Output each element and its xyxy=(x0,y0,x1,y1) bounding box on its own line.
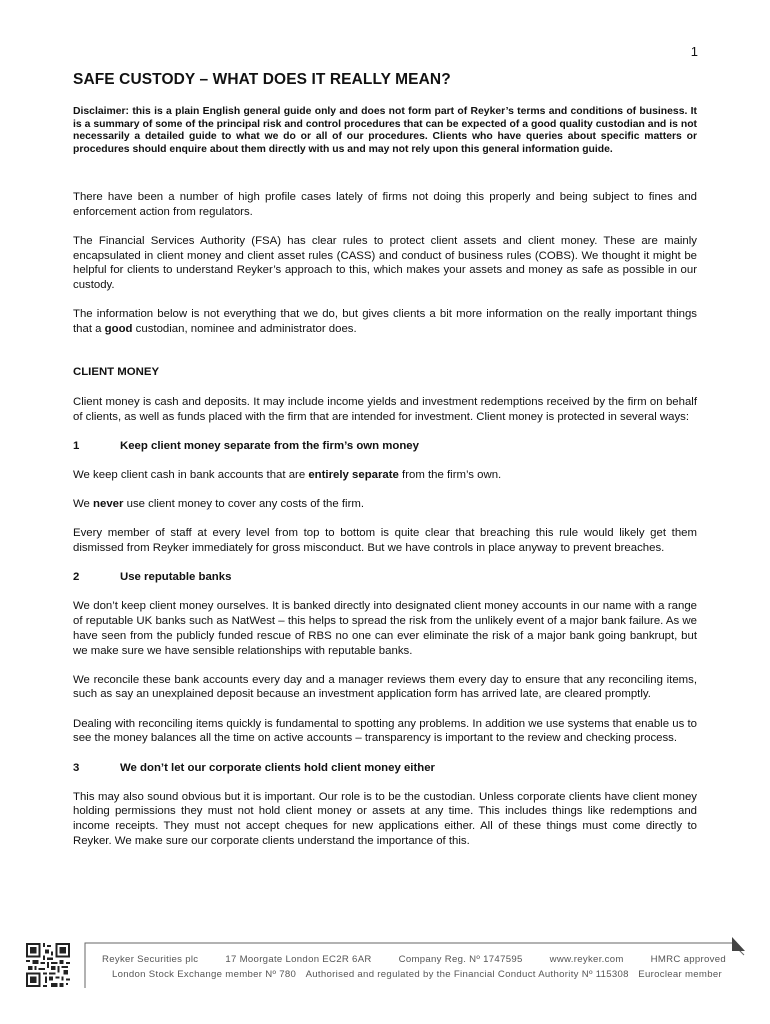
item-2-paragraph-1: We don’t keep client money ourselves. It is banked directly into designated client money accounts in our name with a range of reputable UK banks such as NatWest – this helps to spread the risk from the unlikely event of a major bank failure. As we have seen from the publicly funded rescue of RBS no one can ever eliminate the risk of a major bank going bankrupt, but we make sure we have sensible relationships with reputable banks. xyxy=(73,600,697,657)
footer-website[interactable]: www.reyker.com xyxy=(549,954,624,965)
intro-paragraph-2: The Financial Services Authority (FSA) has clear rules to protect client assets and client money. These are mainly encapsulated in client money and client asset rules (CASS) and conduct of business rules (COBS). We thought it might be helpful for clients to understand Reyker’s approach to this, which makes your assets and money as safe as possible in our custody. xyxy=(73,234,697,292)
footer xyxy=(84,937,746,989)
footer-row-2 xyxy=(84,969,722,980)
footer-lse: London Stock Exchange member Nº 780 xyxy=(112,969,297,980)
item-1-heading: 1 Keep client money separate from the firm’s own money xyxy=(73,439,419,452)
intro-paragraph-1: There have been a number of high profile cases lately of firms not doing this properly and being subject to fines and enforcement action from regulators. xyxy=(73,191,697,218)
footer-euroclear: Euroclear member xyxy=(638,969,722,980)
document-body xyxy=(73,190,697,863)
item-1-paragraph-2: We never use client money to cover any costs of the firm. xyxy=(73,498,365,511)
section-intro: Client money is cash and deposits. It may include income yields and investment redemptions received by the firm on behalf of clients, as well as funds placed with the firm that are intended for investment. Client money is protected in several ways: xyxy=(73,395,697,423)
intro-paragraph-3: The information below is not everything that we do, but gives clients a bit more information on the really important things that a good custodian, nominee and administrator does. xyxy=(73,308,697,335)
item-2-paragraph-2: We reconcile these bank accounts every day and a manager reviews them every day to ensure that any reconciling items, such as say an unexplained deposit because an investment application form has arrived late, are cleared promptly. xyxy=(73,673,697,701)
item-1-paragraph-1: We keep client cash in bank accounts that are entirely separate from the firm’s own. xyxy=(73,468,502,481)
item-3-heading: 3 We don’t let our corporate clients hold client money either xyxy=(73,761,435,774)
footer-company-reg: Company Reg. Nº 1747595 xyxy=(398,954,523,965)
document-title: SAFE CUSTODY – WHAT DOES IT REALLY MEAN? xyxy=(73,71,451,88)
footer-address: 17 Moorgate London EC2R 6AR xyxy=(225,954,372,965)
item-1-paragraph-3: Every member of staff at every level from top to bottom is quite clear that breaching this rule would likely get them dismissed from Reyker immediately for gross misconduct. But we have controls in place anyway to prevent breaches. xyxy=(73,527,697,555)
footer-hmrc: HMRC approved xyxy=(650,954,726,965)
item-2-heading: 2 Use reputable banks xyxy=(73,571,232,584)
item-3-paragraph-1: This may also sound obvious but it is important. Our role is to be the custodian. Unless corporate clients have client money holding permissions they must not hold client money or assets at any time. This includes things like redemptions and income receipts. They must not accept cheques for new applications either. All of these things must come directly to Reyker. We make sure our corporate clients understand the importance of this. xyxy=(73,790,697,847)
footer-row-1 xyxy=(84,954,726,965)
page-number: 1 xyxy=(690,44,698,59)
disclaimer: Disclaimer: this is a plain English general guide only and does not form part of Reyker’s terms and conditions of business. It is a summary of some of the principal risk and control procedures that can be expected of a good quality custodian and is not necessarily a detailed guide to what we do or all of our procedures. Clients who have queries about specific matters or procedures should enquire about them directly with us and may not rely upon this general information guide. xyxy=(73,106,697,155)
footer-company: Reyker Securities plc xyxy=(102,954,199,965)
section-heading-client-money: CLIENT MONEY xyxy=(73,366,160,379)
footer-fca: Authorised and regulated by the Financial Conduct Authority Nº 115308 xyxy=(305,969,629,980)
item-2-paragraph-3: Dealing with reconciling items quickly is fundamental to spotting any problems. In addition we use systems that enable us to see the money balances all the time on active accounts – transparency is important to the review and checking process. xyxy=(73,717,697,745)
qr-code-icon xyxy=(26,943,70,987)
